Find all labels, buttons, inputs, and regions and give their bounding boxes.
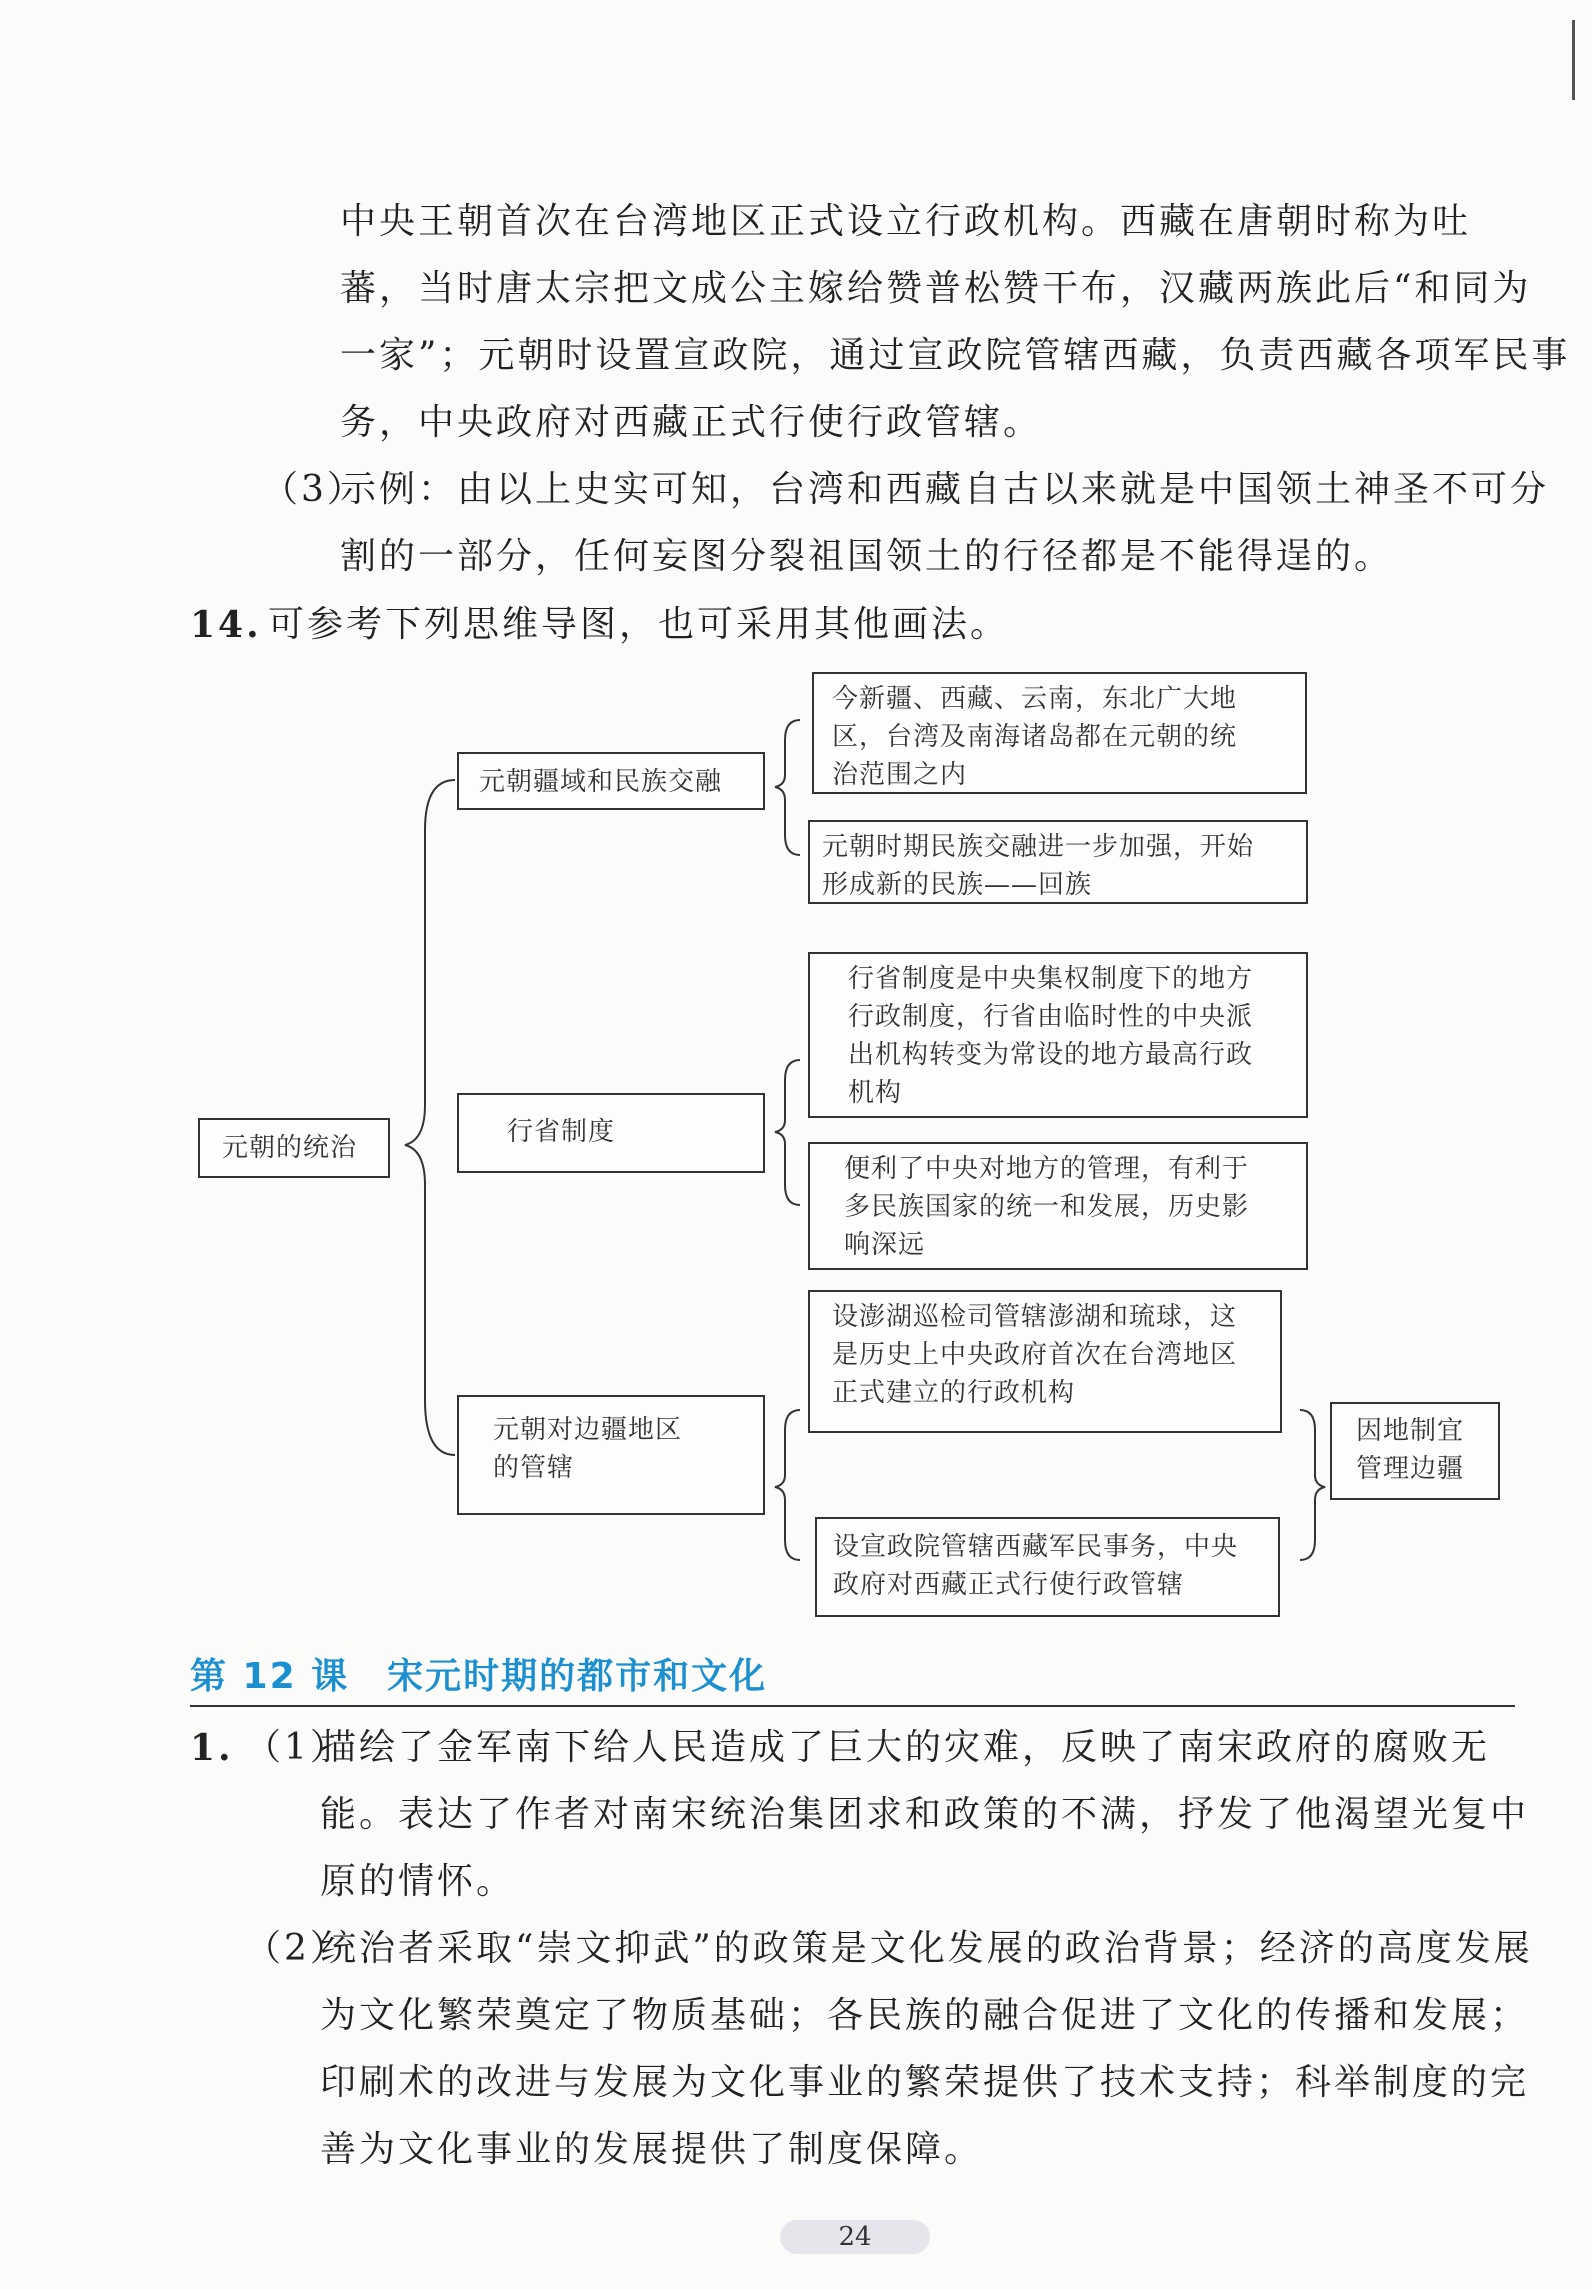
leaf-line: 元朝时期民族交融进一步加强，开始 [822, 832, 1255, 862]
item-label: （2） [245, 1928, 349, 1969]
paragraph-line: 能。表达了作者对南宋统治集团求和政策的不满，抒发了他渴望光复中 [320, 1794, 1530, 1835]
paragraph-line: 善为文化事业的发展提供了制度保障。 [320, 2129, 984, 2170]
paragraph-line: 中央王朝首次在台湾地区正式设立行政机构。西藏在唐朝时称为吐 [340, 201, 1472, 242]
mindmap-summary [1330, 1402, 1500, 1500]
paragraph-line: 割的一部分，任何妄图分裂祖国领土的行径都是不能得逞的。 [340, 536, 1394, 577]
item-label: （3） [262, 469, 366, 510]
summary-line: 因地制宜 [1356, 1416, 1465, 1446]
paragraph-line: 为文化繁荣奠定了物质基础；各民族的融合促进了文化的传播和发展； [320, 1995, 1530, 2036]
mindmap-branch-province: 行省制度 [457, 1093, 765, 1173]
leaf-line: 响深远 [844, 1230, 926, 1260]
mindmap-root: 元朝的统治 [198, 1118, 390, 1178]
mindmap-leaf-province-system [808, 952, 1308, 1118]
question-number: 1. [190, 1727, 234, 1769]
branch-line: 的管辖 [493, 1453, 575, 1483]
paragraph-line: 描绘了金军南下给人民造成了巨大的灾难，反映了南宋政府的腐败无 [320, 1727, 1491, 1768]
leaf-line: 行政制度，行省由临时性的中央派 [848, 1002, 1254, 1032]
leaf-line: 正式建立的行政机构 [832, 1378, 1076, 1408]
page-number: 24 [780, 2220, 930, 2254]
mindmap-leaf-province-impact [808, 1142, 1308, 1270]
leaf-line: 治范围之内 [832, 760, 968, 790]
leaf-line: 设澎湖巡检司管辖澎湖和琉球，这 [832, 1302, 1238, 1332]
leaf-line: 是历史上中央政府首次在台湾地区 [832, 1340, 1238, 1370]
leaf-line: 行省制度是中央集权制度下的地方 [848, 964, 1254, 994]
leaf-line: 多民族国家的统一和发展，历史影 [844, 1192, 1250, 1222]
leaf-line: 区，台湾及南海诸岛都在元朝的统 [832, 722, 1238, 752]
mindmap-branch-frontier [457, 1395, 765, 1515]
leaf-line: 今新疆、西藏、云南，东北广大地 [832, 684, 1238, 714]
mindmap-leaf-ethnic-fusion [808, 820, 1308, 904]
branch-line: 元朝对边疆地区 [493, 1415, 683, 1445]
question-text: 可参考下列思维导图，也可采用其他画法。 [268, 604, 1010, 645]
leaf-line: 设宣政院管辖西藏军民事务，中央 [833, 1532, 1239, 1562]
question-number: 14. [190, 604, 262, 646]
leaf-line: 出机构转变为常设的地方最高行政 [848, 1040, 1254, 1070]
leaf-line: 便利了中央对地方的管理，有利于 [844, 1154, 1250, 1184]
item-label: （1） [245, 1727, 349, 1768]
leaf-line: 政府对西藏正式行使行政管辖 [833, 1570, 1185, 1600]
leaf-line: 形成新的民族——回族 [822, 870, 1093, 900]
leaf-line: 机构 [848, 1078, 903, 1108]
paragraph-line: 示例：由以上史实可知，台湾和西藏自古以来就是中国领土神圣不可分 [340, 469, 1550, 510]
paragraph-line: 原的情怀。 [320, 1861, 516, 1902]
summary-line: 管理边疆 [1356, 1454, 1465, 1484]
lesson-heading: 第 12 课 宋元时期的都市和文化 [190, 1656, 768, 1697]
mindmap-branch-territory: 元朝疆域和民族交融 [457, 752, 765, 810]
mindmap-leaf-penghu [808, 1290, 1282, 1433]
paragraph-line: 一家”；元朝时设置宣政院，通过宣政院管辖西藏，负责西藏各项军民事 [340, 335, 1571, 376]
mindmap-leaf-xuanzhengyuan [815, 1517, 1280, 1617]
mindmap-leaf-territory-scope [812, 672, 1307, 794]
paragraph-line: 务，中央政府对西藏正式行使行政管辖。 [340, 402, 1043, 443]
paragraph-line: 印刷术的改进与发展为文化事业的繁荣提供了技术支持；科举制度的完 [320, 2062, 1530, 2103]
paragraph-line: 统治者采取“崇文抑武”的政策是文化发展的政治背景；经济的高度发展 [320, 1928, 1533, 1969]
lesson-divider [190, 1705, 1515, 1707]
paragraph-line: 蕃，当时唐太宗把文成公主嫁给赞普松赞干布，汉藏两族此后“和同为 [340, 268, 1532, 309]
